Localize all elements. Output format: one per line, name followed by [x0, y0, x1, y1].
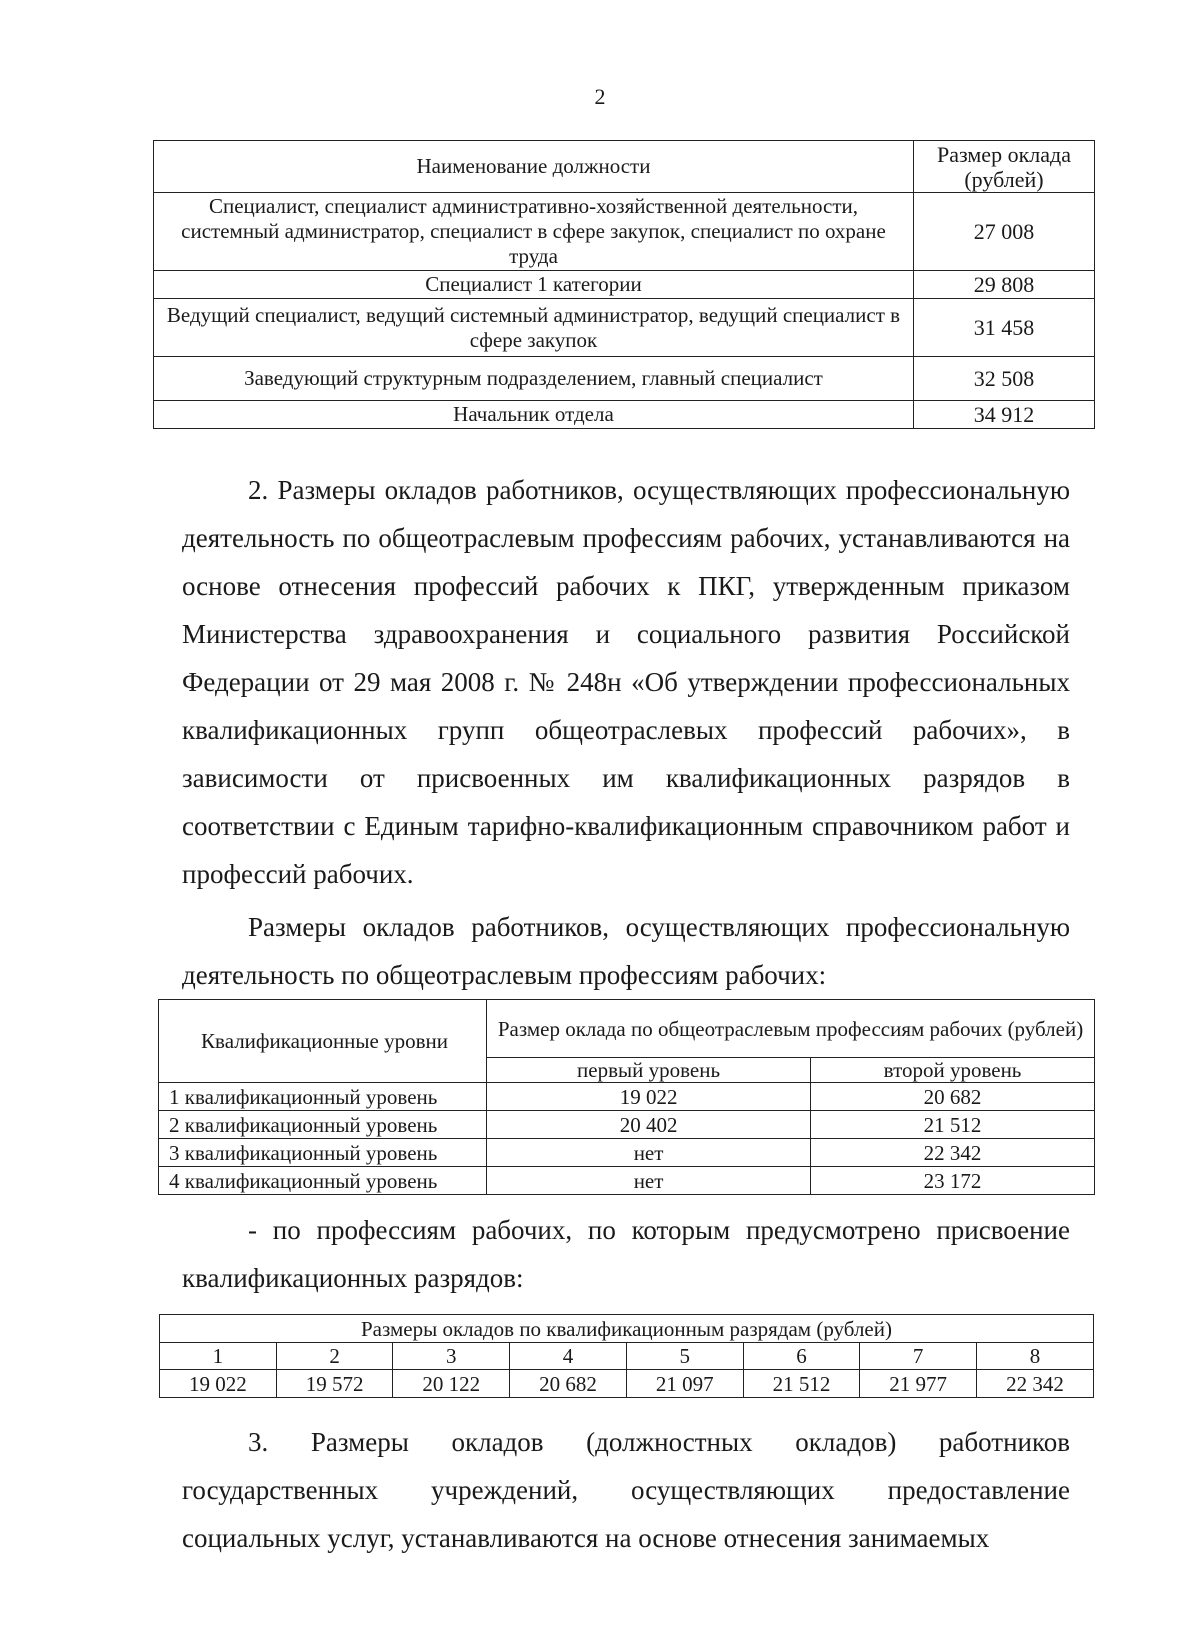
- second-level-salary: 20 682: [811, 1083, 1095, 1111]
- position-salary: 31 458: [913, 299, 1094, 357]
- position-name: Заведующий структурным подразделением, главный специалист: [154, 357, 914, 401]
- qualification-grades-table: [159, 1314, 1094, 1398]
- grade-number: 6: [743, 1343, 860, 1370]
- second-level-salary: 22 342: [811, 1139, 1095, 1167]
- qualification-level: 2 квалификационный уровень: [159, 1111, 487, 1139]
- grade-salary: 20 122: [393, 1370, 510, 1398]
- grade-salary: 21 977: [860, 1370, 977, 1398]
- grade-number: 4: [510, 1343, 627, 1370]
- grade-number: 8: [977, 1343, 1094, 1370]
- header-salary-by-profession: Размер оклада по общеотраслевым профессиям рабочих (рублей): [487, 1000, 1095, 1058]
- position-salary: 27 008: [913, 193, 1094, 271]
- paragraph-2b: Размеры окладов работников, осуществляющих профессиональную деятельность по общеотраслевым профессиям рабочих:: [182, 912, 1070, 990]
- first-level-salary: нет: [487, 1139, 811, 1167]
- position-name: Специалист 1 категории: [154, 271, 914, 299]
- header-grades: Размеры окладов по квалификационным разрядам (рублей): [160, 1315, 1094, 1343]
- first-level-salary: нет: [487, 1167, 811, 1195]
- header-salary: Размер оклада (рублей): [913, 141, 1094, 193]
- position-salary: 34 912: [913, 401, 1094, 429]
- first-level-salary: 19 022: [487, 1083, 811, 1111]
- grade-number: 2: [276, 1343, 393, 1370]
- qualification-level: 3 квалификационный уровень: [159, 1139, 487, 1167]
- second-level-salary: 21 512: [811, 1111, 1095, 1139]
- grade-number: 5: [626, 1343, 743, 1370]
- position-name: Ведущий специалист, ведущий системный администратор, ведущий специалист в сфере закупок: [154, 299, 914, 357]
- first-level-salary: 20 402: [487, 1111, 811, 1139]
- grade-number: 1: [160, 1343, 277, 1370]
- paragraph-2: 2. Размеры окладов работников, осуществляющих профессиональную деятельность по общеотраслевым профессиям рабочих, устанавливаются на основе отнесения профессий рабочих к ПКГ, утвержденным приказом Министерства здравоохранения и социального развития Российской Федерации от 29 мая 2008 г. № 248н «Об утверждении профессиональных квалификационных групп общеотраслевых профессий рабочих», в зависимости от присвоенных им квалификационных разрядов в соответствии с Единым тарифно-квалификационным справочником работ и профессий рабочих.: [182, 475, 1070, 889]
- paragraph-3: 3. Размеры окладов (должностных окладов) работников государственных учреждений, осуществляющих предоставление социальных услуг, устанавливаются на основе отнесения занимаемых: [182, 1427, 1070, 1553]
- grade-salary: 20 682: [510, 1370, 627, 1398]
- header-first-level: первый уровень: [487, 1058, 811, 1083]
- grade-number: 3: [393, 1343, 510, 1370]
- qualification-level: 1 квалификационный уровень: [159, 1083, 487, 1111]
- page-number: 2: [594, 84, 606, 109]
- grade-number: 7: [860, 1343, 977, 1370]
- paragraph-dash: - по профессиям рабочих, по которым предусмотрено присвоение квалификационных разрядов:: [182, 1215, 1070, 1293]
- grade-salary: 19 022: [160, 1370, 277, 1398]
- positions-salary-table: [153, 140, 1095, 429]
- position-salary: 32 508: [913, 357, 1094, 401]
- position-name: Начальник отдела: [154, 401, 914, 429]
- position-name: Специалист, специалист административно-хозяйственной деятельности, системный администратор, специалист в сфере закупок, специалист по охране труда: [154, 193, 914, 271]
- header-position-name: Наименование должности: [154, 141, 914, 193]
- grade-salary: 21 512: [743, 1370, 860, 1398]
- position-salary: 29 808: [913, 271, 1094, 299]
- grade-salary: 21 097: [626, 1370, 743, 1398]
- header-second-level: второй уровень: [811, 1058, 1095, 1083]
- header-qualification-levels: Квалификационные уровни: [159, 1000, 487, 1083]
- grade-salary: 19 572: [276, 1370, 393, 1398]
- qualification-level: 4 квалификационный уровень: [159, 1167, 487, 1195]
- second-level-salary: 23 172: [811, 1167, 1095, 1195]
- grade-salary: 22 342: [977, 1370, 1094, 1398]
- qualification-levels-table: [158, 999, 1095, 1195]
